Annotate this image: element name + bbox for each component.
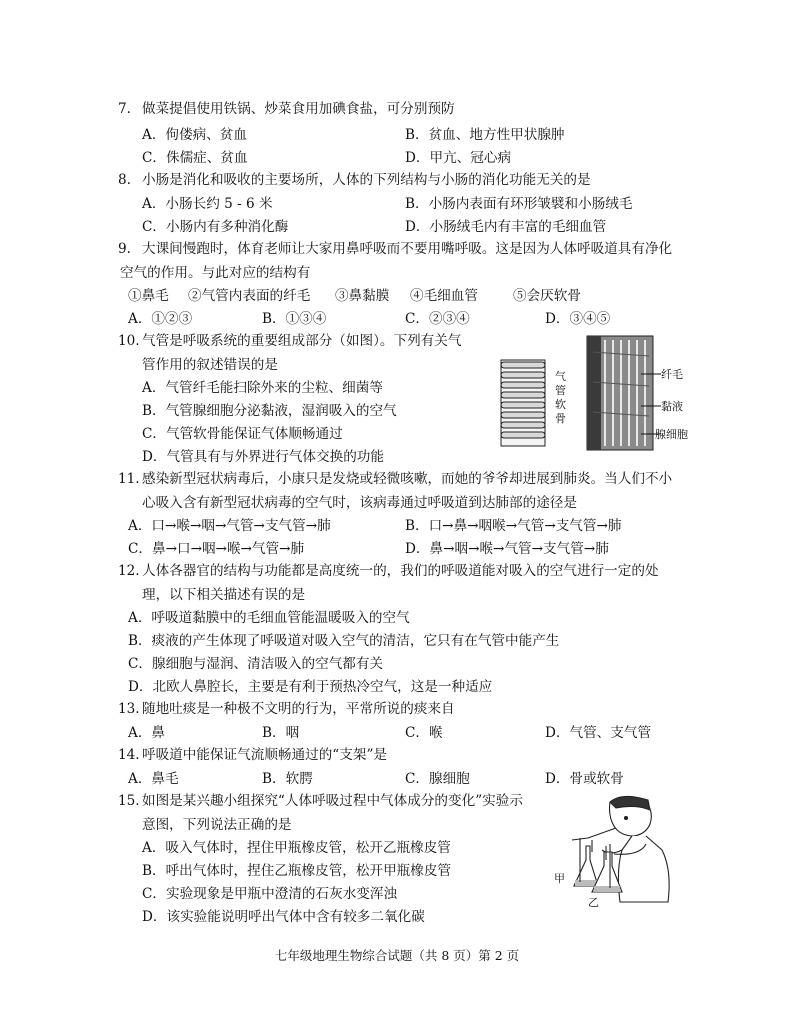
breathing-experiment-figure	[550, 790, 680, 910]
question-stem: 呼吸道中能保证气流顺畅通过的“支架”是	[142, 747, 387, 763]
option-a: A．吸入气体时，捏住甲瓶橡皮管，松开乙瓶橡皮管	[142, 840, 451, 856]
question-number: 10.	[118, 333, 140, 349]
question-stem: 气管是呼吸系统的重要组成部分（如图）。下列有关气	[142, 333, 462, 349]
label-flask-jia: 甲	[554, 872, 565, 885]
question-number: 8.	[118, 172, 131, 188]
option-c: C．鼻→口→咽→喉→气管→肺	[128, 541, 305, 557]
option-d: D．北欧人鼻腔长，主要是有利于预热冷空气，这是一种适应	[128, 679, 493, 695]
option-a: A．气管纤毛能扫除外来的尘粒、细菌等	[142, 380, 383, 396]
option-a: A．鼻	[128, 725, 166, 741]
question-stem-continued: 管作用的叙述错误的是	[142, 357, 278, 373]
question-stem: 人体各器官的结构与功能都是高度统一的，我们的呼吸道能对吸入的空气进行一定的处	[142, 563, 659, 579]
page-footer: 七年级地理生物综合试题（共 8 页）第 2 页	[274, 948, 520, 963]
question-number: 12.	[118, 563, 140, 579]
option-d: D．气管、支气管	[545, 725, 652, 741]
option-b: B．口→鼻→咽喉→气管→支气管→肺	[405, 518, 622, 534]
option-a: A．口→喉→咽→气管→支气管→肺	[128, 518, 331, 534]
question-stem-continued: 空气的作用。与此对应的结构有	[120, 265, 311, 281]
question-stem: 大课间慢跑时，体育老师让大家用鼻呼吸而不要用嘴呼吸。这是因为人体呼吸道具有净化	[142, 241, 673, 257]
question-stem-continued: 心吸入含有新型冠状病毒的空气时，该病毒通过呼吸道到达肺部的途径是	[142, 495, 577, 511]
option-c: C．小肠内有多种消化酶	[142, 219, 289, 235]
choice-item: ①鼻毛	[128, 288, 169, 304]
question-number: 11.	[118, 471, 140, 487]
option-a: A．佝偻病、贫血	[142, 127, 247, 143]
question-stem: 小肠是消化和吸收的主要场所，人体的下列结构与小肠的消化功能无关的是	[142, 172, 591, 188]
question-number: 15.	[118, 793, 140, 809]
option-b: B．咽	[262, 725, 300, 741]
option-b: B．气管腺细胞分泌黏液，湿润吸入的空气	[142, 403, 397, 419]
option-c: C．实验现象是甲瓶中澄清的石灰水变浑浊	[142, 886, 398, 902]
option-d: D．该实验能说明呼出气体中含有较多二氧化碳	[142, 909, 425, 925]
option-d: D．小肠绒毛内有丰富的毛细血管	[405, 219, 607, 235]
label-trachea-char-1: 气	[555, 370, 566, 383]
option-a: A．小肠长约 5 - 6 米	[142, 196, 273, 212]
question-stem: 做菜提倡使用铁锅、炒菜食用加碘食盐，可分别预防	[142, 101, 455, 117]
question-stem: 随地吐痰是一种极不文明的行为，平常所说的痰来自	[142, 701, 455, 717]
option-c: C．腺细胞	[405, 771, 470, 787]
flask-jia-illustration	[574, 838, 598, 886]
option-b: B．①③④	[262, 311, 327, 327]
option-b: B．小肠内表面有环形皱襞和小肠绒毛	[405, 196, 633, 212]
trachea-tissue-micrograph	[587, 336, 653, 450]
choice-item: ③鼻黏膜	[335, 288, 390, 304]
option-c: C．喉	[405, 725, 443, 741]
question-number: 7.	[118, 101, 131, 117]
option-a: A．①②③	[128, 311, 193, 327]
label-trachea-char-3: 软	[555, 398, 566, 411]
option-b: B．贫血、地方性甲状腺肿	[405, 127, 565, 143]
label-cilia: 纤毛	[661, 368, 683, 381]
question-stem-continued: 意图，下列说法正确的是	[142, 817, 292, 833]
option-a: A．鼻毛	[128, 771, 179, 787]
option-a: A．呼吸道黏膜中的毛细血管能温暖吸入的空气	[128, 610, 410, 626]
choice-item: ⑤会厌软骨	[513, 288, 581, 304]
option-c: C．②③④	[405, 311, 470, 327]
trachea-tube-illustration	[501, 360, 545, 446]
option-d: D．鼻→咽→喉→气管→支气管→肺	[405, 541, 609, 557]
choice-item: ④毛细血管	[410, 288, 478, 304]
option-d: D．骨或软骨	[545, 771, 624, 787]
trachea-figure	[495, 332, 710, 452]
option-c: C．侏儒症、贫血	[142, 150, 248, 166]
label-gland-cell: 腺细胞	[655, 428, 688, 441]
label-trachea-char-4: 骨	[555, 412, 566, 425]
question-stem: 如图是某兴趣小组探究“人体呼吸过程中气体成分的变化”实验示	[142, 793, 523, 809]
flask-yi-illustration	[592, 844, 622, 892]
label-flask-yi: 乙	[588, 896, 599, 909]
question-stem: 感染新型冠状病毒后，小康只是发烧或轻微咳嗽，而她的爷爷却进展到肺炎。当人们不小	[142, 471, 673, 487]
option-b: B．痰液的产生体现了呼吸道对吸入空气的清洁，它只有在气管中能产生	[128, 633, 560, 649]
question-number: 14.	[118, 747, 140, 763]
option-b: B．呼出气体时，捏住乙瓶橡皮管，松开甲瓶橡皮管	[142, 863, 452, 879]
choice-item: ②气管内表面的纤毛	[188, 288, 311, 304]
option-c: C．气管软骨能保证气体顺畅通过	[142, 426, 343, 442]
label-mucus: 黏液	[661, 400, 683, 413]
question-number: 13.	[118, 701, 140, 717]
option-d: D．气管具有与外界进行气体交换的功能	[142, 449, 384, 465]
label-trachea-char-2: 管	[555, 384, 566, 397]
question-number: 9.	[118, 241, 131, 257]
option-d: D．甲亢、冠心病	[405, 150, 512, 166]
option-b: B．软腭	[262, 771, 313, 787]
option-c: C．腺细胞与湿润、清洁吸入的空气都有关	[128, 656, 384, 672]
option-d: D．③④⑤	[545, 311, 611, 327]
question-stem-continued: 理，以下相关描述有误的是	[142, 587, 306, 603]
